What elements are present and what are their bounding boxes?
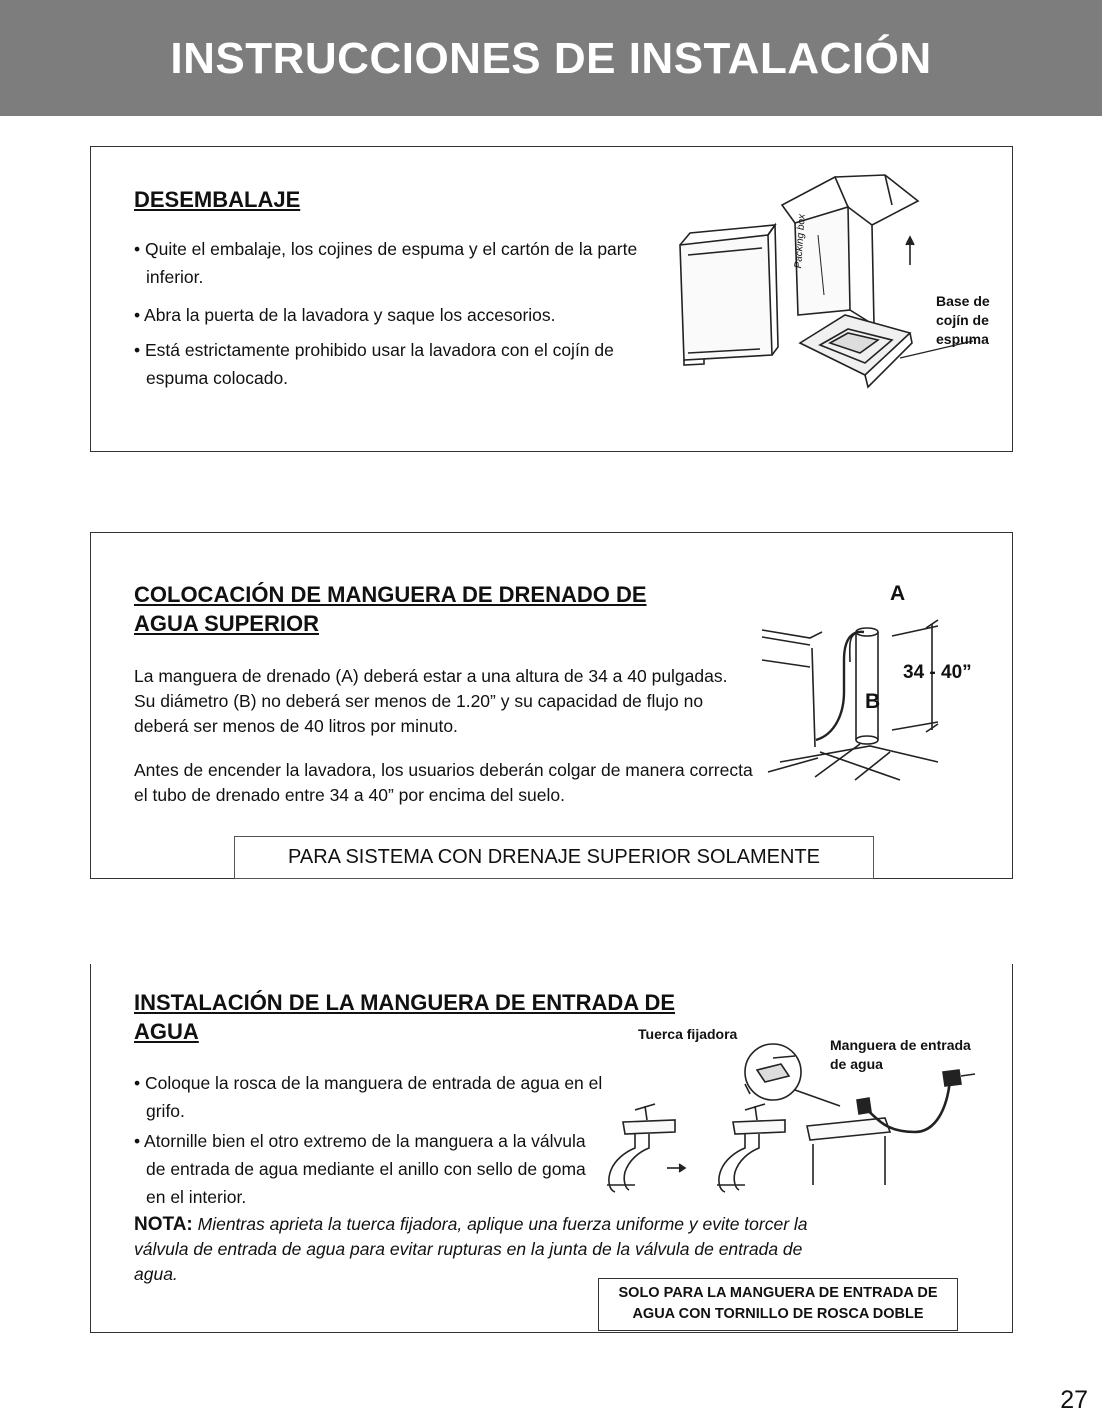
page-number: 27	[1060, 1386, 1088, 1414]
inlet-note	[134, 1212, 814, 1287]
unpacking-bullet-1: • Quite el embalaje, los cojines de espuma y el cartón de la parte inferior.	[134, 239, 638, 287]
faucet-drawings	[607, 1104, 785, 1192]
drain-paragraph-1: La manguera de drenado (A) deberá estar a una altura de 34 a 40 pulgadas. Su diámetro (B) no deberá ser menos de 1.20” y su capacidad de flujo no deberá ser menos de 40 litros por minuto.	[134, 666, 728, 736]
drain-height-label: 34 - 40”	[903, 662, 972, 683]
inlet-title	[134, 988, 675, 1046]
foam-base-label	[936, 292, 990, 349]
inlet-note-text: Mientras aprieta la tuerca fijadora, aplique una fuerza uniforme y evite torcer la válvula de entrada de agua para evitar rupturas en la junta de la válvula de entrada de agua.	[134, 1214, 808, 1284]
foam-label-line-1: Base de	[936, 293, 990, 309]
drain-title	[134, 580, 647, 638]
hose-label-line-2: de agua	[830, 1056, 883, 1072]
packing-box-label: Packing box	[793, 213, 808, 269]
inlet-footer-note	[598, 1278, 958, 1331]
page-title: INSTRUCCIONES DE INSTALACIÓN	[170, 34, 932, 83]
unpacking-title: DESEMBALAJE	[134, 187, 301, 212]
foam-label-line-3: espuma	[936, 331, 989, 347]
foam-label-line-2: cojín de	[936, 312, 989, 328]
hose-label	[830, 1036, 971, 1074]
footer-note-line-2: AGUA CON TORNILLO DE ROSCA DOBLE	[632, 1306, 924, 1322]
drain-note-box: PARA SISTEMA CON DRENAJE SUPERIOR SOLAMENTE	[234, 836, 874, 879]
drain-title-line-1: COLOCACIÓN DE MANGUERA DE DRENADO DE	[134, 582, 647, 607]
inlet-bullet-2: • Atornille bien el otro extremo de la manguera a la válvula de entrada de agua mediante el anillo con sello de goma en el interior.	[134, 1131, 586, 1207]
inlet-title-line-2: AGUA	[134, 1019, 199, 1044]
drain-title-line-2: AGUA SUPERIOR	[134, 611, 319, 636]
page-header	[0, 0, 1102, 116]
unpacking-bullet-2: • Abra la puerta de la lavadora y saque los accesorios.	[134, 305, 556, 325]
drain-paragraph-2: Antes de encender la lavadora, los usuarios deberán colgar de manera correcta el tubo de drenado entre 34 a 40” por encima del suelo.	[134, 760, 753, 805]
hose-label-line-1: Manguera de entrada	[830, 1037, 971, 1053]
inlet-note-label: NOTA:	[134, 1214, 193, 1235]
unpacking-bullet-3: • Está estrictamente prohibido usar la lavadora con el cojín de espuma colocado.	[134, 340, 614, 388]
footer-note-line-1: SOLO PARA LA MANGUERA DE ENTRADA DE	[618, 1285, 938, 1301]
drain-label-b: B	[865, 690, 881, 713]
drain-label-a: A	[890, 582, 906, 605]
drain-illustration	[760, 612, 960, 787]
inlet-bullet-1: • Coloque la rosca de la manguera de entrada de agua en el grifo.	[134, 1073, 603, 1121]
inlet-title-line-1: INSTALACIÓN DE LA MANGUERA DE ENTRADA DE	[134, 990, 676, 1015]
drain-pipe-drawing	[762, 620, 938, 780]
nut-label: Tuerca fijadora	[638, 1026, 738, 1042]
unpacking-illustration	[670, 165, 970, 400]
washer-drawing	[680, 225, 778, 365]
